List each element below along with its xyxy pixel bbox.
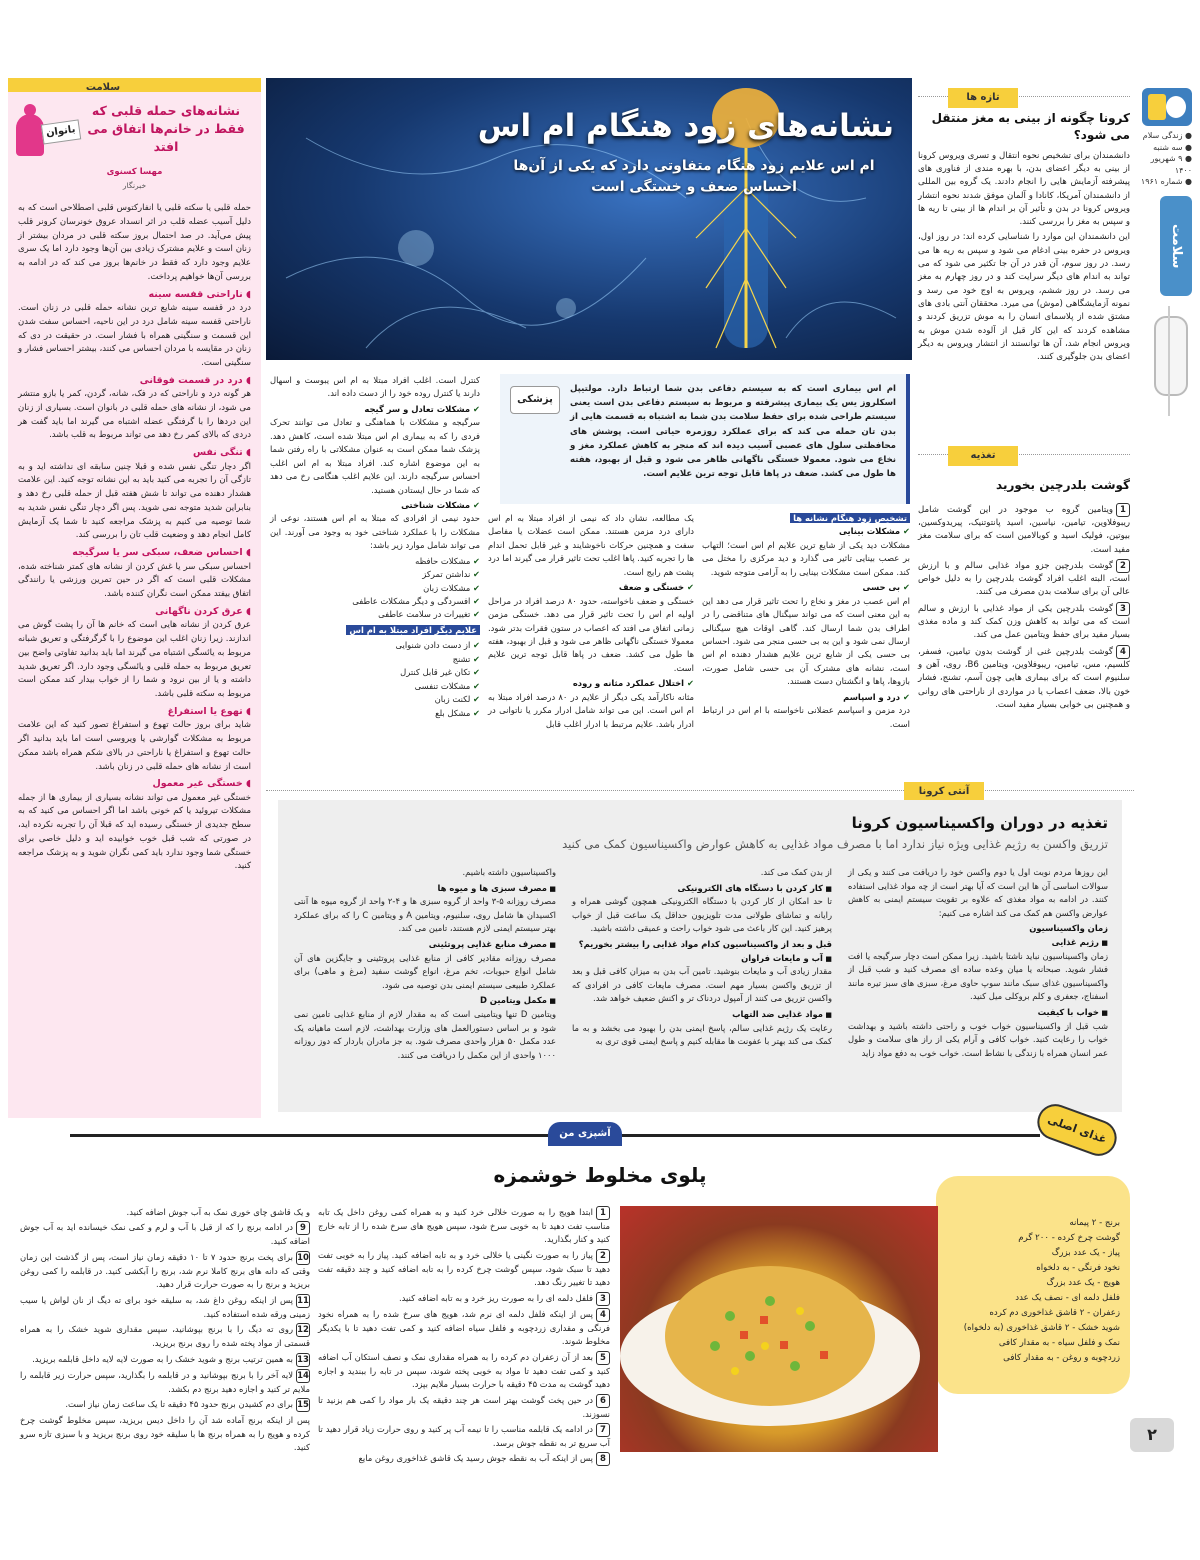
- ms-check-item: ✔ افسردگی و دیگر مشکلات عاطفی: [270, 595, 480, 608]
- ingredient-item: زعفران - ۲ قاشق غذاخوری دم کرده: [989, 1308, 1120, 1319]
- recipe-step: و یک قاشق چای خوری نمک به آب جوش اضافه کنید.: [126, 1207, 310, 1217]
- ingredient-item: فلفل دلمه ای - نصف یک عدد: [1015, 1293, 1120, 1304]
- ms-subhead: ام اس علایم زود هنگام متفاوتی دارد که یکی از آن‌ها احساس ضعف و خستگی است: [513, 158, 875, 195]
- recipe-step: 4پس از اینکه فلفل دلمه ای نرم شد، هویج های سرخ شده را به همراه نخود فرنگی و مقداری زردچوبه و فلفل سیاه اضافه کنید و کمی تفت دهید تا با یکدیگر مخلوط شوند.: [318, 1308, 610, 1347]
- corona-section: [266, 782, 1134, 1118]
- corona-subheading: ■ کار کردن با دستگاه های الکترونیکی: [572, 882, 832, 896]
- corona-title: تغذیه در دوران واکسیناسیون کرونا: [851, 814, 1108, 832]
- ms-item-heading: ✔ درد و اسپاسم: [702, 691, 910, 704]
- health-column: [8, 78, 261, 1118]
- recipe-tag: آشپزی من: [548, 1122, 622, 1146]
- ms-check-item: ✔ مشکل بلع: [270, 707, 480, 720]
- corona-text: تا حد امکان از کار کردن با دستگاه الکترونیکی همچون گوشی همراه و رایانه و تماشای طولانی مدت تلویزیون حداقل یک ساعت قبل از خواب پرهیز کنید. این کار باعث می شود خواب راحت و عمیقی داشته باشید.: [572, 896, 832, 934]
- corona-text: از بدن کمک می کند.: [760, 867, 832, 877]
- recipe-step: پس از اینکه برنج آماده شد آن را داخل دیس بریزید، سپس مخلوط گوشت چرخ کرده و هویج را به همراه برنج ها با سلیقه خود روی برنج بریزید و با سبزی تازه سرو کنید.: [20, 1415, 310, 1452]
- women-badge-label: بانوان: [41, 119, 81, 144]
- health-section-heading: ◖ عرق کردن ناگهانی: [18, 604, 251, 619]
- ms-check-item: ✔ نداشتن تمرکز: [270, 568, 480, 581]
- rice-dish-photo: [620, 1206, 938, 1452]
- health-title: نشانه‌های حمله قلبی که فقط در خانم‌ها اتفاق می افتد: [87, 103, 245, 155]
- corona-subheading: ■ رژیم غذایی: [848, 936, 1108, 950]
- recipe-step: 1ابتدا هویج را به صورت خلالی خرد کنید و به همراه کمی روغن داخل یک تابه مناسب تفت دهید تا به خوبی سرخ شود، سپس هویج های سرخ شده را از تابه خارج کنید و کنار بگذارید.: [318, 1207, 610, 1245]
- ms-item-text: یک مطالعه، نشان داد که نیمی از افراد مبتلا به ام اس دارای درد مزمن هستند. ممکن است عضلات یا مفاصل سفت و همچنین حرکات ناخوشایند و غیر قابل تحمل اندام ها را تجربه کنید. پاها اغلب تحت تاثیر قرار می گیرند اما درد پشت هم رایج است.: [488, 513, 694, 577]
- nutrition-item: 1ویتامین گروه ب موجود در این گوشت شامل ریبوفلاوین، تیامین، نیاسین، اسید پانتوتنیک، پیریدوکسین، بیوتین، فولیک اسید و کوبالامین است که برای سلامت مغز مفید است.: [918, 504, 1130, 555]
- health-section-text: احساس سبکی سر یا غش کردن از نشانه های کمتر شناخته شده، مشکلات قلبی است که اگر در حین تمرین ورزشی یا رانندگی اتفاق بیفتد ممکن است نگران کننده باشد.: [18, 561, 251, 600]
- ms-lead-text: ام اس بیماری است که به سیستم دفاعی بدن شما ارتباط دارد. مولتیپل اسکلروز یس یک بیماری پیشرفته و مربوط به سیستم دفاعی بدن است یعنی سیستم طراحی شده برای حفظ سلامت بدن شما به اشتباه به قسمت هایی از بدن تان حمله می کند که برای عملکرد روزمره حیاتی است. پوشش های محافظتی سلول های عصبی آسیب دیده اند که منجر به کاهش عملکرد مغز و نخاع می شود. معمولا خستگی ناگهانی ظاهر می شود و قبل از بهبود، هفته ها طول می کشد. ضعف در پاها قابل توجه ترین علایم است.: [570, 384, 896, 480]
- ms-check-item: ✔ لکنت زبان: [270, 693, 480, 706]
- news-paragraph: دانشمندان برای تشخیص نحوه انتقال و تسری ویروس کرونا از بینی به دیگر اعضای بدن، با بهره مندی از فناوری های پیشرفته آزمایش هایی را انجام دادند. یک گروه بین المللی از دانشمندان آمریکا، کانادا و آلمان موفق شدند نحوه انتشار ویروس کرونا در بدن و تأثیر آن بر اندام ها از بینی تا ریه ها و سپس به مغز را بررسی کنند.: [918, 150, 1130, 228]
- corona-text: شب قبل از واکسیناسیون خواب خوب و راحتی داشته باشید و بهداشت خواب را رعایت کنید. خواب کافی و آرام یکی از راز های سلامت و طول عمر انسان همراه با زندگی با نشاط است. خواب خوب به دفع مواد زاید: [848, 1020, 1108, 1058]
- nutrition-item: 3گوشت بلدرچین یکی از مواد غذایی با ارزش و سالم است که می تواند به کاهش وزن کمک کند و ماده مغذی بسیار مفید برای حفظ ویتامین عمل می کند.: [918, 603, 1130, 641]
- corona-text: زمان واکسیناسیون نباید ناشتا باشید. زیرا ممکن است دچار سرگیجه یا افت فشار شوید. صبحانه یا میان وعده ساده ای مصرف کنید و شب قبل از واکسیناسیون غذای سبک مانند سوپ حاوی مرغ، سبزی های سبز تیره مانند اسفناج، جعفری و کلم بروکلی میل کنید.: [848, 950, 1108, 1002]
- nutrition-column: [918, 446, 1130, 778]
- ms-check-item: ✔ تغییرات در سلامت عاطفی: [270, 608, 480, 621]
- ingredient-item: برنج - ۲ پیمانه: [1069, 1218, 1120, 1228]
- ms-lead-box: [500, 374, 910, 504]
- corona-text: مصرف روزانه مقادیر کافی از منابع غذایی پروتئینی و جایگزین های آن شامل انواع حبوبات، تخم مرغ، انواع گوشت سفید (مرغ و ماهی) برای عملکرد طبیعی سیستم ایمنی بدن توصیه می شود.: [294, 952, 556, 990]
- corona-col-3: [294, 866, 556, 1065]
- corona-text: رعایت یک رژیم غذایی سالم، پاسخ ایمنی بدن را بهبود می بخشد و به ما کمک می کند بهتر با عفونت ها مقابله کنیم و پاسخ ایمنی قوی تری به: [572, 1022, 832, 1047]
- recipe-step: 14لایه آخر را با برنج بپوشانید و در قابلمه را بگذارید، سپس حرارت زیر قابلمه را ملایم تر کنید و اجازه دهید برنج دم بکشد.: [20, 1369, 310, 1394]
- edition-lines: ● زندگی سلام ● سه شنبه ● ۹ شهریور ۱۴۰۰ ● شماره ۱۹۶۱: [1140, 131, 1192, 187]
- recipe-step: 10برای پخت برنج حدود ۷ تا ۱۰ دقیقه زمان نیاز است، پس از گذشت این زمان وقتی که دانه های برنج کاملا نرم شد، برنج را آبکشی کنید. در قابلمه را کمی روغن بریزید و برنج را به صورت حرارت قرار دهید.: [20, 1251, 310, 1290]
- ms-col1-label: تشخیص زود هنگام نشانه ها: [790, 513, 910, 523]
- ms-item-text: کنترل است. اغلب افراد مبتلا به ام اس یبوست و اسهال دارند یا کنترل روده خود را از دست داده اند.: [270, 375, 480, 399]
- main-dish-badge: غذای اصلی: [1032, 1099, 1121, 1161]
- ingredient-item: نمک و فلفل سیاه - به مقدار کافی: [998, 1338, 1120, 1349]
- recipe-step: 13به همین ترتیب برنج و شوید خشک را به صورت لایه لایه داخل قابلمه بریزید.: [32, 1353, 309, 1365]
- ms-item-heading: ✔ بی حسی: [702, 581, 910, 594]
- corona-text: این روزها مردم نوبت اول یا دوم واکسن خود را دریافت می کنند و یکی از سوالات اساسی آن ها این است که آیا بهتر است از چه مواد غذایی استفاده کنند. در ادامه به مواد مغذی که علاوه بر تقویت سیستم ایمنی به کاهش عوارض واکسن هم کمک می کند اشاره می کنیم:: [848, 867, 1108, 918]
- ms-check-item: ✔ تکان غیر قابل کنترل: [270, 666, 480, 679]
- health-section-heading: ◖ تنگی نفس: [18, 445, 251, 460]
- ms-item-text: ام اس عصب در مغز و نخاع را تحت تاثیر قرار می دهد این به این معنی است که می تواند سیگنال های متناقضی را در اطراف بدن شما ارسال کند. گاهی اوقات هیچ سیگنالی ارسال نمی شود و این به بی حسی منجر می شود. احساس بی حسی یکی از شایع ترین علایم هشدار دهنده ام اس است، نشانه های مشترک آن بی حسی شامل صورت، بازوها، پاها و انگشتان دست هستند.: [702, 595, 910, 687]
- ms-check-item: ✔ مشکلات تنفسی: [270, 680, 480, 693]
- ms-item-text: درد مزمن و اسپاسم عضلانی ناخواسته با ام اس در ارتباط است.: [702, 705, 910, 729]
- ms-col-3: [270, 374, 480, 774]
- recipe-step: 9در ادامه برنج را که از قبل با آب و لرم و کمی نمک خیسانده اید به آب جوش اضافه کنید.: [20, 1222, 310, 1247]
- ms-check-item: ✔ تشنج: [270, 653, 480, 666]
- corona-subhead: تزریق واکسن به رژیم غذایی ویژه نیاز ندارد اما با مصرف مواد غذایی به کاهش عوارض واکسیناسیون کمک می کنید: [562, 837, 1108, 851]
- page-number: ۲: [1130, 1418, 1174, 1452]
- corona-col-1: [848, 866, 1108, 1063]
- ms-item-text: سرگیجه و مشکلات با هماهنگی و تعادل می توانند تحرک فردی را که به بیماری ام اس مبتلا شده است، کاهش دهد. پزشک شما ممکن است به عنوان مشکلاتی با راه رفتن شما به این موضوع اشاره کند. افراد مبتلا به ام اس اغلب احساس سرگیجه دارند. این علایم اغلب هنگامی رخ می دهد که شما در حال ایستادن هستید.: [270, 417, 480, 495]
- author-role: خبرنگار: [122, 181, 147, 190]
- corona-subheading: زمان واکسیناسیون: [1029, 923, 1108, 934]
- corona-subheading: ■ مکمل ویتامین D: [294, 994, 556, 1008]
- recipe-step: 12روی ته دیگ را با برنج بپوشانید، سپس مقداری شوید خشک را به همراه قسمتی از مواد پخته شده را روی برنج بریزید.: [20, 1324, 310, 1349]
- health-intro: حمله قلبی یا سکته قلبی یا انفارکتوس قلبی اصطلاحی است که به دلیل آسیب عضله قلب در اثر انسداد عروق خونرسان کرونر قلب پیش می‌آید. در صد احتمال بروز سکته قلبی در مردان بیشتر از زنان است و علایم مشترک زیادی بین آن‌ها وجود دارد اما یک سری علایم وجود دارد که فقط در خانم‌ها بروز می کند که در ادامه به بررسی آن‌ها خواهیم پرداخت.: [18, 203, 251, 282]
- news-title: کرونا چگونه از بینی به مغز منتقل می شود؟: [931, 111, 1130, 142]
- recipe-steps-a: [318, 1206, 610, 1465]
- paper-logo: [1142, 88, 1192, 126]
- ms-col-2: [488, 512, 694, 774]
- ms-item-heading: ✔ مشکلات تعادل و سر گیجه: [270, 403, 480, 416]
- women-badge-icon: [16, 104, 76, 160]
- recipe-steps-b: [20, 1206, 310, 1452]
- health-section-heading: ◖ احساس ضعف، سبکی سر یا سرگیجه: [18, 545, 251, 560]
- health-section-text: شاید برای بروز حالت تهوع و استفراغ تصور کنید که این علامت مربوط به مشکلات گوارشی یا ویروسی است اما باید بدانید اگر حالت تهوع و استفراغ یا ناراحتی در بالای شکم همراه باشد ممکن است از نشانه های حمله قلبی در زنان باشد.: [18, 720, 251, 772]
- health-section-heading: ◖ درد در قسمت فوقانی: [18, 373, 251, 388]
- ms-item-text: حدود نیمی از افرادی که مبتلا به ام اس هستند، نوعی از مشکلات را با عملکرد شناختی خود به وجود می آورند. این می تواند شامل موارد زیر باشد:: [270, 513, 480, 551]
- health-section-text: خستگی غیر معمول می تواند نشانه بسیاری از بیماری ها از جمله مشکلات تیروئید یا کم خونی باشد اما اگر احساس می کنید که به سطح جدیدی از خستگی رسیده اید که قبلا آن را تجربه نکرده اید، در صورتی که شب قبل خوب خوابیده اید و دلیل خاصی برای خستگی شما وجود ندارد باید کمی نگران شوید و به پزشک مراجعه کنید.: [18, 792, 251, 872]
- health-section-heading: ◖ تهوع یا استفراغ: [18, 704, 251, 719]
- corona-subheading: ■ مصرف منابع غذایی پروتئینی: [294, 938, 556, 952]
- author-name: مهسا کسنوی: [106, 167, 163, 177]
- corona-subheading: قبل و بعد از واکسیناسیون کدام مواد غذایی را بیشتر بخوریم؟: [578, 939, 832, 950]
- ms-headline: نشانه‌های زود هنگام ام اس: [477, 108, 894, 144]
- corona-text: ویتامین D تنها ویتامینی است که به مقدار لازم از منابع غذایی تامین نمی شود و بر اساس دستورالعمل های وزارت بهداشت، لازم است ماهیانه یک عدد مکمل ۵۰ هزار واحدی مصرف شود. به جز مادران باردار که دوز روزانه ۱۰۰۰ واحدی از این مکمل را دریافت می کنند.: [294, 1009, 556, 1060]
- ms-item-text: خستگی و ضعف ناخواسته، حدود ۸۰ درصد افراد در مراحل اولیه ام اس را تحت تاثیر قرار می دهد. خستگی مزمن زمانی اتفاق می افتد که اعصاب در ستون فقرات بدتر شود. معمولا خستگی ناگهانی ظاهر می شود و قبل از بهبود، هفته ها طول می کشد. ضعف در پاها قابل توجه ترین علایم است.: [488, 595, 694, 673]
- recipe-title: پلوی مخلوط خوشمزه: [493, 1163, 707, 1187]
- corona-tag: آنتی کرونا: [904, 782, 984, 802]
- nutrition-item: 4گوشت بلدرچین غنی از گوشت بدون تیامین، فسفر، کلسیم، مس، تیامین، ریبوفلاوین، ویتامین B6، روی، آهن و سلنیوم است که برای بیماری هایی چون آسم، تشنج، فشار خون بالا، ضعف اعصاب یا در مواردی از ناراحتی های روانی و همچنین بی خوابی بسیار مفید است.: [918, 646, 1130, 710]
- ingredient-item: نخود فرنگی - به دلخواه: [1036, 1263, 1120, 1274]
- health-section-text: هر گونه درد و ناراحتی که در فک، شانه، گردن، کمر یا بازو منتشر می شود، از نشانه های حمله قلبی در بانوان است. بسیاری از زنان این دردها را با گرفتگی عضله اشتباه می گیرند اما باید گفت هر دردی که بالای کمر رخ دهد می تواند مربوط به قلب باشد.: [18, 389, 251, 441]
- recipe-step: 2پیاز را به صورت نگینی یا خلالی خرد و به تابه اضافه کنید. پیاز را به خوبی تفت دهید تا سبک شود، سپس گوشت چرخ کرده را به تابه اضافه کنید و چند دقیقه تفت دهید تا تغییر رنگ دهد.: [318, 1249, 610, 1288]
- news-tag: تازه ها: [948, 88, 1018, 108]
- corona-col-2: [572, 866, 832, 1051]
- corona-subheading: ■ آب و مایعات فراوان: [572, 952, 832, 966]
- ingredient-item: گوشت چرخ کرده - ۲۰۰ گرم: [1018, 1233, 1120, 1244]
- ms-check-item: ✔ مشکلات زبان: [270, 582, 480, 595]
- ms-item-text: مثانه ناکارآمد یکی دیگر از علایم در ۸۰ درصد افراد مبتلا به ام اس است. این می تواند شامل ادرار مکرر یا ناتوانی در ادرار باشد. علایم مرتبط با ادرار اغلب قابل: [488, 691, 695, 729]
- health-section-heading: ◖ خستگی غیر معمول: [18, 776, 251, 791]
- ms-item-heading: ✔ مشکلات بینایی: [702, 525, 910, 538]
- ms-hero-image: [266, 78, 912, 360]
- ingredient-item: پیاز - یک عدد بزرگ: [1051, 1248, 1120, 1259]
- nutrition-item: 2گوشت بلدرچین جزو مواد غذایی سالم و با ارزش است، البته اغلب افراد گوشت بلدرچین را به دلیل خواص عالی آن برای سلامت بدن مصرف می کنند.: [918, 560, 1130, 598]
- health-section-heading: ◖ ناراحتی قفسه سینه: [18, 287, 251, 302]
- ms-tag: پزشکی: [510, 386, 560, 414]
- health-section-text: عرق کردن از نشانه هایی است که خانم ها آن را پشت گوش می اندازند. زیرا زنان اغلب این موضوع را با گرگرفتگی و تعریق شبانه مربوط به یائسگی اشتباه می گیرند اما باید بدانید تفاوتی واضح بین تعریق مربوط به حمله قلبی و یائسگی وجود دارد. اگر تعریق شدید داشته و یا از بین نرود و شما را از خواب بیدار کند ممکن است مربوط به سکته قلبی باشد.: [18, 620, 251, 700]
- nutrition-title: گوشت بلدرچین بخورید: [996, 478, 1130, 492]
- health-tag: سلامت: [85, 82, 121, 93]
- ingredient-item: شوید خشک - ۲ قاشق غذاخوری (به دلخواه): [963, 1323, 1120, 1334]
- corona-subheading: ■ مواد غذایی ضد التهاب: [572, 1008, 832, 1022]
- masthead: [1138, 88, 1192, 418]
- ingredients-box: [936, 1176, 1130, 1394]
- ingredient-item: زردچوبه و روغن - به مقدار کافی: [1003, 1353, 1120, 1364]
- health-section-text: درد در قفسه سینه شایع ترین نشانه حمله قلبی در زنان است. ناراحتی قفسه سینه شامل درد در این ناحیه، احساس سفت شدن این قسمت و سنگینی همراه با فشار است. در حقیقت در دی که زنان در مقایسه با مردان احساس می کنند، بیشتر احساس فشار و سنگینی است.: [18, 302, 251, 369]
- section-vertical-tab: سلامت: [1160, 196, 1192, 296]
- ms-item-heading: ✔ مشکلات شناختی: [270, 499, 480, 512]
- corona-box: [278, 800, 1122, 1112]
- ms-item-heading: ✔ خستگی و ضعف: [488, 581, 694, 594]
- recipe-step: 3فلفل دلمه ای را به صورت ریز خرد و به تابه اضافه کنید.: [318, 1292, 610, 1306]
- ms-col3-label: علایم دیگر افراد مبتلا به ام اس: [346, 625, 480, 635]
- ingredient-item: هویج - یک عدد بزرگ: [1046, 1278, 1120, 1289]
- ms-item-text: مشکلات دید یکی از شایع ترین علایم ام اس است؛ التهاب بر عصب بینایی تاثیر می گذارد و دید مرکزی را مختل می کند. ممکن است مشکلات بینایی را به آرامی متوجه شوید.: [702, 539, 910, 577]
- corona-text: واکسیناسیون داشته باشیم.: [462, 867, 556, 877]
- health-section-text: اگر دچار تنگی نفس شده و قبلا چنین سابقه ای نداشته اید و به تازگی آن را تجربه می کنید باید به این نشانه توجه کنید. این علامت هشدار دهنده می تواند تا شش هفته قبل از حمله قلبی رخ دهد و بنابراین شدید متوجه نمی شوید. پس اگر دچار تنگی نفس شدید به شما توصیه می کنیم به پزشک مراجعه کنید تا شما یک آزمایش کامل انجام دهد و وضعیت قلب تان را بررسی کند.: [18, 461, 251, 541]
- corona-text: مقدار زیادی آب و مایعات بنوشید. تامین آب بدن به میزان کافی قبل و بعد از تزریق واکسن بسیار مهم است. مصرف مایعات کافی در افرادی که واکسن تزریق می کنند از آمپول دردناک تر و اکنش ضعیف خواهد شد.: [572, 966, 832, 1004]
- corona-subheading: ■ خواب با کیفیت: [848, 1006, 1108, 1020]
- recipe-step: 7در ادامه یک قابلمه مناسب را تا نیمه آب پر کنید و روی حرارت زیاد قرار دهید تا آب سریع تر به نقطه جوش برسد.: [318, 1423, 610, 1448]
- nutrition-tag: تغذیه: [948, 446, 1018, 466]
- corona-text: مصرف روزانه ۵-۳ واحد از گروه سبزی ها و ۴-۲ واحد از گروه میوه ها آنتی اکسیدان ها شامل روی، سلنیوم، ویتامین A و ویتامین C را که برای عملکرد بهتر سیستم ایمنی لازم هستند، تامین می کند.: [294, 896, 557, 934]
- ms-check-item: ✔ مشکلات حافظه: [270, 555, 480, 568]
- news-paragraph: این دانشمندان این موارد را شناسایی کرده اند: در روز اول، ویروس در حفره بینی ادغام می شود و سپس به ریه ها می رسد. در روز سوم، آن قدر در آن جا تکثیر می شود که می تواند به اندام های دیگر سرایت کند و در روز چهارم به مغز می رسد. در روز ششم، ویروس به اوج خود می رسد و نمونه آزمایشگاهی (موش) می میرد. محققان آنتی بادی های مشتق شده از پلاسمای انسان را به موش تزریق کردند و مشاهده کردند که این کار قبل از آلوده شدن موش به ویروس انجام شد، آن ها توانستند از انتشار ویروس به دیگر اعضای بدن جلوگیری کنند.: [918, 232, 1130, 363]
- recipe-step: 15برای دم کشیدن برنج حدود ۴۵ دقیقه تا یک ساعت زمان نیاز است.: [65, 1399, 309, 1411]
- mask-icon: [1150, 306, 1192, 416]
- recipe-step: 8پس از اینکه آب به نقطه جوش رسید یک قاشق غذاخوری روغن مایع: [318, 1452, 610, 1466]
- recipe-step: 6در حین پخت گوشت بهتر است هر چند دقیقه یک بار مواد را کمی هم بزنید تا نسوزند.: [318, 1394, 610, 1419]
- ms-col-1: [702, 512, 910, 774]
- ms-check-item: ✔ از دست دادن شنوایی: [270, 639, 480, 652]
- news-column: [918, 88, 1130, 443]
- ms-item-heading: ✔ اختلال عملکرد مثانه و روده: [488, 677, 694, 690]
- recipe-step: 11پس از اینکه روغن داغ شد، به سلیقه خود برای ته دیگ از نان لواش یا سیب زمینی ورقه شده استفاده کنید.: [20, 1294, 310, 1319]
- recipe-step: 5بعد از آن زعفران دم کرده را به همراه مقداری نمک و نصف استکان آب اضافه کنید و کمی تفت دهید تا مواد به خوبی پخته شوند، سپس در تابه را ببندید و اجازه دهید گوشت به مدت ۴۵ دقیقه با حرارت بسیار ملایم بپزد.: [318, 1351, 610, 1390]
- corona-subheading: ■ مصرف سبزی ها و میوه ها: [294, 882, 556, 896]
